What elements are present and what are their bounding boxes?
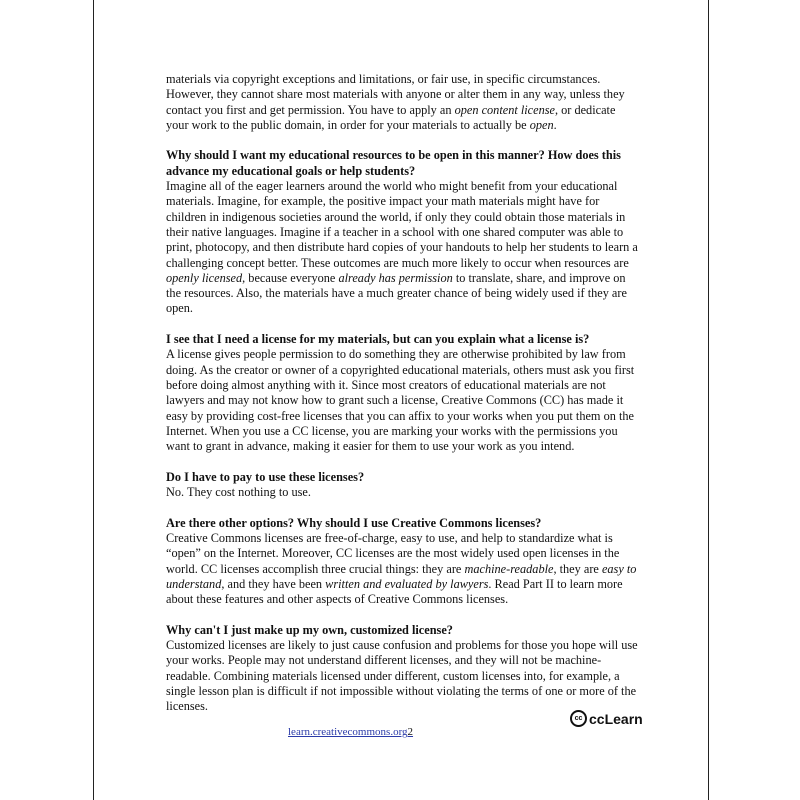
page-number: 2 bbox=[407, 726, 414, 738]
logo-text: ccLearn bbox=[589, 710, 643, 727]
answer-paragraph: No. They cost nothing to use. bbox=[166, 485, 311, 500]
page-content bbox=[166, 72, 638, 714]
answer-paragraph: Creative Commons licenses are free-of-charge, easy to use, and help to standardize what is “open” on the Internet. Moreover, CC licenses are the most widely used open licenses in the world. CC licenses accomplish three crucial things: they are machine-readable, they are easy to understand, and they have been written and evaluated by lawyers. Read Part II to learn more about these features and other aspects of Creative Commons licenses. bbox=[166, 530, 637, 607]
answer-paragraph: Imagine all of the eager learners around the world who might benefit from your educational materials. Imagine, for example, the positive impact your math materials might have for children in indigenous societies around the world, if only they could obtain those materials in their native languages. Imagine if a teacher in a school with one shared computer was able to print, photocopy, and then distribute hard copies of your handouts to help her students to learn a challenging concept better. These outcomes are much more likely to occur when resources are openly licensed, because everyone already has permission to translate, share, and improve on the resources. Also, the materials have a much greater chance of being widely used if they are open. bbox=[166, 179, 638, 316]
document-page bbox=[93, 0, 709, 800]
intro-paragraph: materials via copyright exceptions and limitations, or fair use, in specific circumstances. However, they cannot share most materials with anyone or alter them in any way, unless they contact you first and get permission. You have to apply an open content license, or dedicate your work to the public domain, in order for your materials to actually be open. bbox=[166, 72, 625, 132]
cc-logo-icon: cc bbox=[570, 710, 587, 727]
question-heading: I see that I need a license for my materials, but can you explain what a license is? bbox=[166, 332, 590, 347]
answer-paragraph: A license gives people permission to do something they are otherwise prohibited by law from doing. As the creator or owner of a copyrighted educational materials, others must ask you first before doing almost anything with it. Since most creators of educational materials are not lawyers and may not know how to grant such a license, Creative Commons (CC) has made it easy by providing cost-free licenses that you can affix to your works when you put them on the Internet. When you use a CC license, you are marking your works with the permissions you want to grant in advance, making it easier for them to use your work as you intend. bbox=[166, 347, 635, 454]
question-heading: Why can't I just make up my own, customized license? bbox=[166, 622, 453, 637]
section-custom-license bbox=[166, 623, 638, 715]
section-what-is-license bbox=[166, 332, 638, 454]
cclearn-logo bbox=[570, 710, 643, 727]
footer-link[interactable]: learn.creativecommons.org bbox=[288, 726, 408, 738]
question-heading: Are there other options? Why should I use Creative Commons licenses? bbox=[166, 515, 542, 530]
section-pay bbox=[166, 470, 638, 501]
section-other-options bbox=[166, 516, 638, 608]
question-heading: Why should I want my educational resources to be open in this manner? How does this advance my educational goals or help students? bbox=[166, 148, 621, 178]
section-why-open bbox=[166, 148, 638, 316]
question-heading: Do I have to pay to use these licenses? bbox=[166, 469, 365, 484]
answer-paragraph: Customized licenses are likely to just cause confusion and problems for those you hope will use your works. People may not understand different licenses, and they will not be machine-readable. Combining materials licensed under different, custom licenses into, for example, a single lesson plan is difficult if not impossible without violating the terms of one or more of the licenses. bbox=[166, 637, 638, 714]
footer bbox=[288, 726, 413, 738]
